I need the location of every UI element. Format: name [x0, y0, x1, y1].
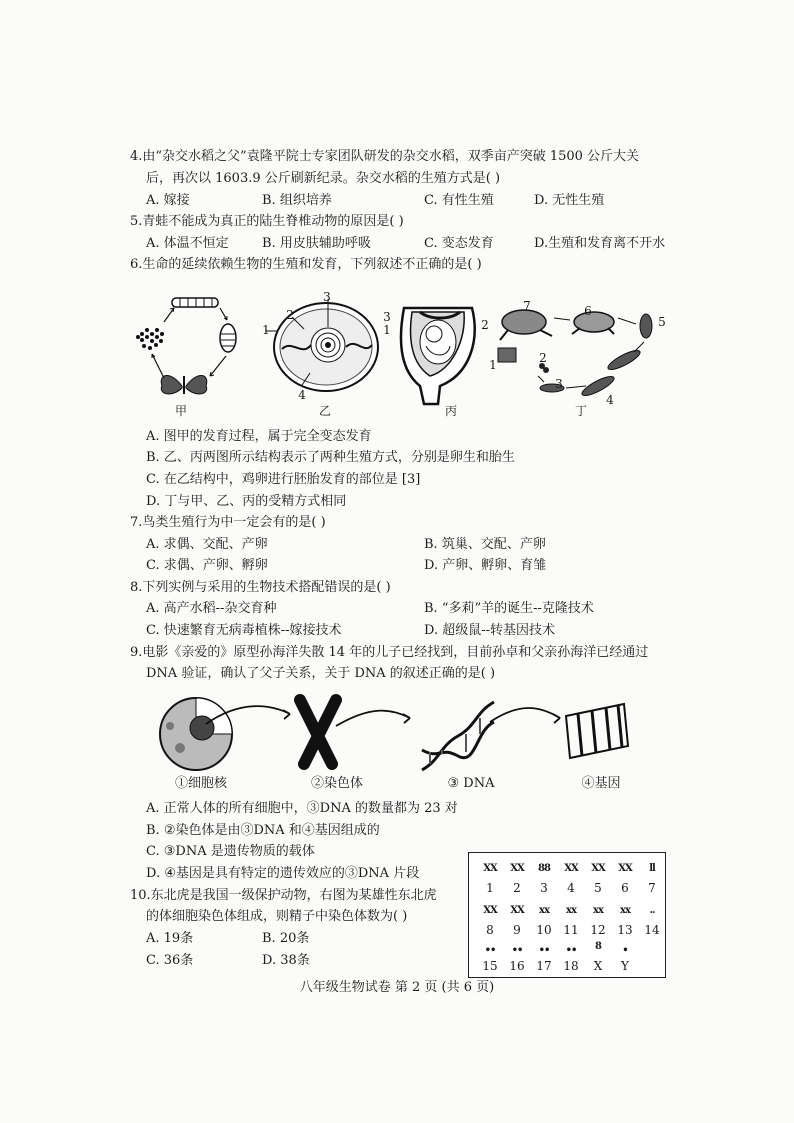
- q6-stem: 6.生命的延续依赖生物的生殖和发育，下列叙述不正确的是( ): [130, 257, 482, 272]
- karyotype-number: 5: [594, 881, 602, 895]
- q10-option-b: B. 20条: [262, 931, 310, 946]
- q9-option-a: A. 正常人体的所有细胞中，③DNA 的数量都为 23 对: [146, 801, 458, 816]
- chromosome-pair-icon: XX: [483, 863, 497, 874]
- karyotype-number: X: [593, 959, 603, 973]
- chromosome-pair-icon: XX: [510, 863, 524, 874]
- q7-option-b: B. 筑巢、交配、产卵: [424, 537, 546, 552]
- caption-chromosome: ②染色体: [310, 776, 363, 791]
- q6-option-d: D. 丁与甲、乙、丙的受精方式相同: [146, 494, 347, 509]
- q8-option-d: D. 超级鼠--转基因技术: [424, 623, 556, 638]
- q5-option-c: C. 变态发育: [424, 236, 494, 251]
- uterus-label-1: 1: [383, 323, 391, 337]
- karyotype-number: 10: [536, 923, 552, 937]
- q9-option-c: C. ③DNA 是遗传物质的载体: [146, 844, 315, 859]
- karyotype-number: 13: [617, 923, 633, 937]
- chromosome-pair-icon: ••: [538, 945, 550, 956]
- q10-stem-line2: 的体细胞染色体组成，则精子中染色体数为( ): [146, 909, 408, 924]
- q5-option-a: A. 体温不恒定: [146, 236, 229, 251]
- pupa-icon: [220, 324, 236, 352]
- karyotype-number: 9: [513, 923, 521, 937]
- chromosome-pair-icon: xx: [593, 905, 603, 916]
- q10-option-c: C. 36条: [146, 953, 194, 968]
- tadpole-with-legs-icon: [640, 314, 652, 338]
- frog-label-1: 1: [489, 358, 497, 372]
- chromosome-pair-icon: ll: [649, 863, 655, 874]
- caption-nucleus: ①细胞核: [174, 776, 227, 791]
- karyotype-number: 4: [567, 881, 575, 895]
- chromosome-pair-icon: ••: [511, 945, 523, 956]
- uterus-label-3: 3: [383, 310, 391, 324]
- karyotype-number: 8: [486, 923, 494, 937]
- caption-dna: ③ DNA: [447, 776, 495, 791]
- frog-label-2: 2: [539, 351, 547, 365]
- q10-stem-line1: 10.东北虎是我国一级保护动物，右图为某雄性东北虎: [130, 888, 437, 903]
- q4-option-c: C. 有性生殖: [424, 193, 494, 208]
- chromosome-pair-icon: ..: [649, 905, 655, 916]
- karyotype-number: 18: [563, 959, 579, 973]
- chromosome-pair-icon: XX: [591, 863, 605, 874]
- q8-option-c: C. 快速繁育无病毒植株--嫁接技术: [146, 623, 342, 638]
- karyotype-number: 12: [590, 923, 606, 937]
- q8-option-b: B. “多莉”羊的诞生--克隆技术: [424, 601, 594, 616]
- frog-label-6: 6: [584, 304, 592, 318]
- karyotype-number: 14: [644, 923, 660, 937]
- q8-stem: 8.下列实例与采用的生物技术搭配错误的是( ): [130, 580, 391, 595]
- caption-gene: ④基因: [581, 776, 621, 791]
- q10-option-d: D. 38条: [262, 953, 310, 968]
- q10-option-a: A. 19条: [146, 931, 194, 946]
- karyotype-number: Y: [621, 959, 629, 973]
- frog-label-7: 7: [523, 299, 531, 313]
- karyotype-number: 17: [536, 959, 552, 973]
- karyotype-number: 15: [482, 959, 498, 973]
- chromosome-pair-icon: 88: [538, 863, 550, 874]
- q6-option-c: C. 在乙结构中，鸡卵进行胚胎发育的部位是 [3]: [146, 472, 421, 487]
- chromosome-pair-icon: 8: [595, 941, 601, 952]
- q5-option-b: B. 用皮肤辅助呼吸: [262, 236, 371, 251]
- karyotype-figure: [468, 852, 666, 978]
- chromosome-pair-icon: ••: [565, 945, 577, 956]
- page-footer: 八年级生物试卷 第 2 页 (共 6 页): [299, 980, 495, 995]
- larva-icon: [172, 298, 218, 307]
- q4-option-d: D. 无性生殖: [534, 193, 605, 208]
- uterus-label-2: 2: [481, 318, 489, 332]
- figure-label-bing: 丙: [444, 404, 457, 418]
- gene-icon: [566, 704, 628, 758]
- chromosome-pair-icon: xx: [539, 905, 549, 916]
- q4-option-b: B. 组织培养: [262, 193, 332, 208]
- egg-label-4: 4: [298, 388, 306, 402]
- cell-nucleus-icon: [160, 698, 232, 770]
- dna-icon: [422, 702, 494, 770]
- q5-option-d: D.生殖和发育离不开水: [534, 236, 666, 251]
- karyotype-number: 3: [540, 881, 548, 895]
- chromosome-pair-icon: •: [622, 945, 628, 956]
- cell-to-gene-figure: [140, 690, 680, 776]
- butterfly-icon: [161, 375, 207, 394]
- figure-label-yi: 乙: [318, 404, 331, 418]
- q4-stem-line2: 后，再次以 1603.9 公斤刷新纪录。杂交水稻的生殖方式是( ): [146, 171, 501, 186]
- q7-option-c: C. 求偶、产卵、孵卵: [146, 558, 268, 573]
- chromosome-pair-icon: ••: [484, 945, 496, 956]
- chromosome-pair-icon: XX: [618, 863, 632, 874]
- karyotype-number: 6: [621, 881, 629, 895]
- karyotype-number: 7: [648, 881, 656, 895]
- q9-stem-line1: 9.电影《亲爱的》原型孙海洋失散 14 年的儿子已经找到，目前孙卓和父亲孙海洋已经通过: [130, 645, 649, 660]
- egg-label-3: 3: [323, 290, 331, 304]
- q7-option-a: A. 求偶、交配、产卵: [146, 537, 268, 552]
- frog-life-cycle-figure: [494, 296, 666, 406]
- q7-stem: 7.鸟类生殖行为中一定会有的是( ): [130, 515, 326, 530]
- egg-label-1: 1: [262, 323, 270, 337]
- chromosome-pair-icon: XX: [483, 905, 497, 916]
- q6-option-a: A. 图甲的发育过程，属于完全变态发育: [146, 429, 372, 444]
- chromosome-icon: [300, 700, 336, 764]
- q4-stem-line1: 4.由“杂交水稻之父”袁隆平院士专家团队研发的杂交水稻，双季亩产突破 1500 公斤大关: [130, 149, 640, 164]
- karyotype-number: 11: [563, 923, 579, 937]
- q4-option-a: A. 嫁接: [146, 193, 190, 208]
- insect-life-cycle-figure: [130, 290, 250, 406]
- chromosome-pair-icon: xx: [620, 905, 630, 916]
- egg-label-2: 2: [286, 308, 294, 322]
- q5-stem: 5.青蛙不能成为真正的陆生脊椎动物的原因是( ): [130, 214, 404, 229]
- karyotype-number: 16: [509, 959, 525, 973]
- frog-label-5: 5: [658, 315, 666, 329]
- figure-label-ding: 丁: [574, 404, 587, 418]
- frog-label-3: 3: [555, 377, 563, 391]
- frog-label-4: 4: [606, 393, 614, 407]
- chromosome-pair-icon: XX: [564, 863, 578, 874]
- q8-option-a: A. 高产水稻--杂交育种: [146, 601, 277, 616]
- karyotype-number: 1: [486, 881, 494, 895]
- q6-option-b: B. 乙、丙两图所示结构表示了两种生殖方式，分别是卵生和胎生: [146, 450, 515, 465]
- figure-label-jia: 甲: [174, 404, 187, 418]
- q7-option-d: D. 产卵、孵卵、育雏: [424, 558, 547, 573]
- chromosome-pair-icon: xx: [566, 905, 576, 916]
- q9-option-d: D. ④基因是具有特定的遗传效应的③DNA 片段: [146, 866, 420, 881]
- q9-option-b: B. ②染色体是由③DNA 和④基因组成的: [146, 823, 380, 838]
- fetus-uterus-figure: [390, 300, 490, 406]
- adult-frog-icon: [500, 310, 552, 340]
- karyotype-number: 2: [513, 881, 521, 895]
- chromosome-pair-icon: XX: [510, 905, 524, 916]
- eggs-icon: [136, 328, 164, 350]
- q9-stem-line2: DNA 验证，确认了父子关系，关于 DNA 的叙述正确的是( ): [146, 666, 496, 681]
